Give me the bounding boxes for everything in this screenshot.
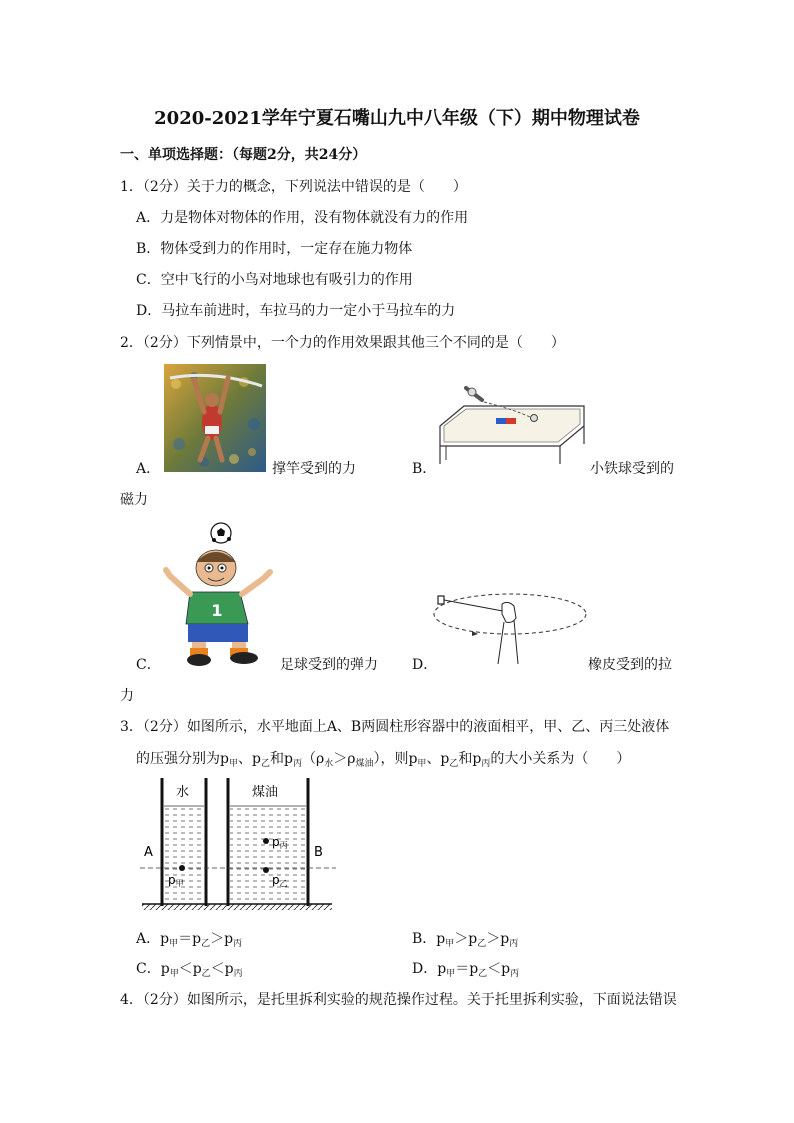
q2-option-b-text-wrap: 磁力 (120, 492, 148, 508)
pole-vaulter-image (164, 364, 266, 472)
page-title: 2020-2021学年宁夏石嘴山九中八年级（下）期中物理试卷 (154, 108, 640, 129)
q3-option-b: B．$p_甲>p_乙>p_丙$ (412, 931, 519, 949)
q3-option-d: D．$p_甲=p_乙<p_丙$ (412, 961, 520, 979)
boy-heading-ball-image (164, 520, 276, 668)
q1-option-c: C．空中飞行的小鸟对地球也有吸引力的作用 (136, 272, 413, 288)
container-b-label: B (314, 845, 323, 860)
q3-stem-line2: 的压强分别为$p_甲$、$p_乙$和$p_丙(\rho_水>\rho_{煤油})$，则$p_甲$、$p_乙$和$p_丙$的大小关系为（ ） (136, 751, 631, 769)
point-bing-label: p丙 (272, 835, 288, 850)
q1-stem: 1．（2分）关于力的概念，下列说法中错误的是（ ） (120, 179, 467, 195)
q3-option-a: A．$p_甲=p_乙>p_丙$ (136, 931, 243, 949)
q2-option-a-text: 撑竿受到的力 (272, 461, 356, 477)
water-label: 水 (176, 785, 190, 800)
q2-option-c-letter: C． (136, 657, 161, 673)
eraser-swinging-image (432, 590, 588, 668)
jersey-number: 1 (211, 601, 223, 620)
point-jia-label: p甲 (168, 873, 184, 888)
q3-stem-line1: 3．（2分）如图所示，水平地面上A、B两圆柱形容器中的液面相平，甲、乙、丙三处液体 (120, 719, 670, 735)
q2-option-c-text: 足球受到的弹力 (280, 657, 378, 673)
magnet-iron-ball-image (436, 384, 588, 466)
q2-option-d-letter: D． (412, 657, 438, 673)
q2-option-d-text-wrap: 力 (120, 688, 134, 704)
containers-figure (140, 776, 336, 912)
q1-option-a: A．力是物体对物体的作用，没有物体就没有力的作用 (136, 210, 469, 226)
q2-option-d-text: 橡皮受到的拉 (588, 657, 672, 673)
q2-option-b-text: 小铁球受到的 (590, 461, 674, 477)
q4-stem: 4．（2分）如图所示，是托里拆利实验的规范操作过程。关于托里拆利实验，下面说法错误 (120, 992, 677, 1008)
container-a-label: A (144, 845, 153, 860)
kerosene-label: 煤油 (252, 785, 279, 800)
q2-option-a-letter: A． (136, 461, 161, 477)
q1-option-b: B．物体受到力的作用时，一定存在施力物体 (136, 241, 413, 257)
q2-option-b-letter: B． (412, 461, 437, 477)
q3-option-c: C．$p_甲<p_乙<p_丙$ (136, 961, 243, 979)
q2-stem: 2．（2分）下列情景中，一个力的作用效果跟其他三个不同的是（ ） (120, 335, 565, 351)
q1-option-d: D．马拉车前进时，车拉马的力一定小于马拉车的力 (136, 303, 456, 319)
section-heading: 一、单项选择题：（每题2分，共24分） (120, 147, 367, 163)
point-yi-label: p乙 (272, 873, 288, 888)
